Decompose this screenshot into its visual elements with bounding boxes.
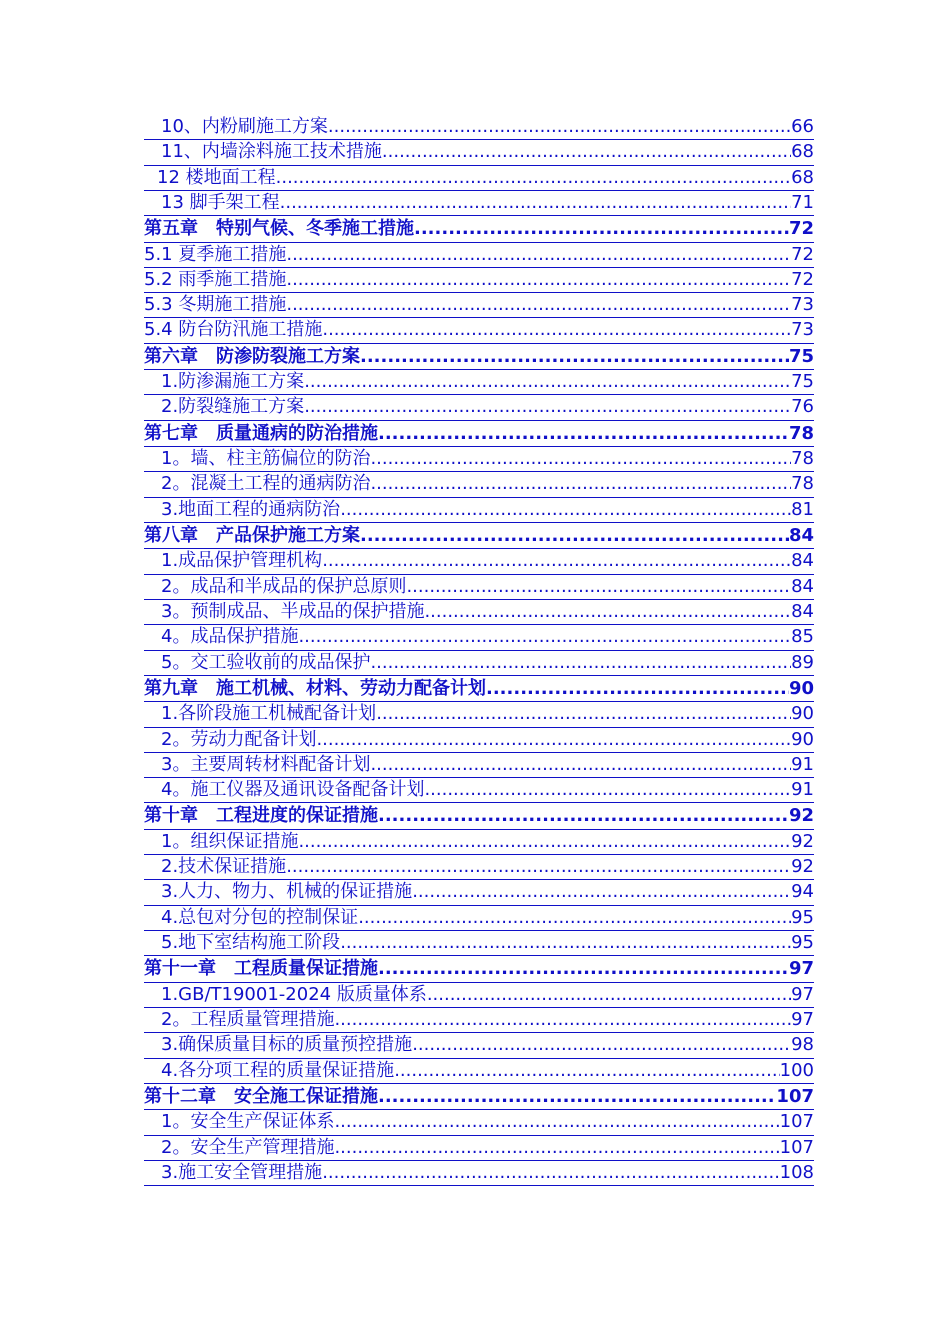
toc-dot-leader: [298, 830, 791, 854]
toc-dot-leader: [286, 268, 791, 292]
toc-section-link[interactable]: [144, 1136, 814, 1161]
toc-dot-leader: [394, 1059, 779, 1083]
toc-dot-leader: [334, 1110, 779, 1134]
toc-page-number: 85: [791, 626, 814, 648]
toc-entry-title: 2.技术保证措施: [161, 856, 287, 878]
toc-page-number: 92: [791, 856, 814, 878]
toc-section-link[interactable]: [144, 1110, 814, 1135]
toc-section-link[interactable]: [144, 1008, 814, 1033]
toc-section-link[interactable]: [144, 370, 814, 395]
toc-dot-leader: [424, 600, 791, 624]
toc-section-link[interactable]: [144, 268, 814, 293]
toc-dot-leader: [414, 216, 789, 242]
toc-dot-leader: [406, 575, 791, 599]
toc-page-number: 72: [791, 243, 814, 265]
toc-section-link[interactable]: [144, 498, 814, 523]
toc-dot-leader: [286, 243, 791, 267]
toc-entry-title: 3。预制成品、半成品的保护措施: [161, 601, 425, 623]
toc-page-number: 107: [779, 1136, 814, 1158]
toc-dot-leader: [378, 956, 789, 982]
toc-section-link[interactable]: [144, 880, 814, 905]
toc-entry-title: 1。墙、柱主筋偏位的防治: [161, 448, 371, 470]
toc-chapter-link[interactable]: [144, 421, 814, 447]
toc-entry-title: 第十二章 安全施工保证措施: [144, 1085, 378, 1107]
toc-page-number: 68: [791, 141, 814, 163]
toc-page-number: 81: [791, 498, 814, 520]
toc-section-link[interactable]: [144, 549, 814, 574]
toc-page-number: 75: [791, 371, 814, 393]
toc-page-number: 78: [791, 473, 814, 495]
toc-entry-title: 2。工程质量管理措施: [161, 1009, 335, 1031]
toc-dot-leader: [382, 140, 791, 164]
toc-page-number: 92: [791, 830, 814, 852]
toc-dot-leader: [378, 803, 789, 829]
toc-entry-title: 11、内墙涂料施工技术措施: [161, 141, 382, 163]
toc-chapter-link[interactable]: [144, 803, 814, 829]
toc-entry-title: 3.确保质量目标的质量预控措施: [161, 1034, 413, 1056]
toc-dot-leader: [360, 523, 789, 549]
toc-page-number: 97: [788, 958, 814, 980]
toc-page-number: 90: [791, 728, 814, 750]
toc-entry-title: 3.地面工程的通病防治: [161, 498, 341, 520]
toc-page-number: 97: [791, 1009, 814, 1031]
toc-entry-title: 4。施工仪器及通讯设备配备计划: [161, 779, 425, 801]
toc-section-link[interactable]: [144, 728, 814, 753]
toc-entry-title: 3.施工安全管理措施: [161, 1161, 323, 1183]
toc-page-number: 75: [788, 345, 814, 367]
toc-dot-leader: [370, 753, 791, 777]
toc-dot-leader: [322, 549, 791, 573]
toc-dot-leader: [322, 1161, 779, 1185]
toc-chapter-link[interactable]: [144, 676, 814, 702]
toc-page-number: 84: [791, 575, 814, 597]
toc-section-link[interactable]: [144, 1033, 814, 1058]
toc-section-link[interactable]: [144, 651, 814, 676]
toc-page-number: 95: [791, 906, 814, 928]
toc-page-number: 92: [788, 805, 814, 827]
toc-entry-title: 第九章 施工机械、材料、劳动力配备计划: [144, 677, 486, 699]
toc-entry-title: 5.2 雨季施工措施: [144, 268, 287, 290]
toc-page-number: 95: [791, 932, 814, 954]
toc-dot-leader: [360, 344, 789, 370]
toc-dot-leader: [378, 1084, 776, 1110]
toc-section-link[interactable]: [144, 702, 814, 727]
toc-section-link[interactable]: [144, 625, 814, 650]
toc-entry-title: 5。交工验收前的成品保护: [161, 651, 371, 673]
toc-page-number: 76: [791, 396, 814, 418]
toc-dot-leader: [316, 728, 791, 752]
toc-section-link[interactable]: [144, 166, 814, 191]
toc-entry-title: 第十一章 工程质量保证措施: [144, 958, 378, 980]
toc-page-number: 84: [791, 601, 814, 623]
toc-page-number: 78: [788, 422, 814, 444]
toc-dot-leader: [340, 498, 791, 522]
toc-entry-title: 第八章 产品保护施工方案: [144, 525, 360, 547]
toc-page-number: 94: [791, 881, 814, 903]
toc-section-link[interactable]: [144, 855, 814, 880]
toc-entry-title: 4。成品保护措施: [161, 626, 299, 648]
toc-section-link[interactable]: [144, 1161, 814, 1186]
toc-dot-leader: [286, 293, 791, 317]
toc-entry-title: 10、内粉刷施工方案: [161, 116, 328, 137]
toc-dot-leader: [370, 472, 791, 496]
toc-page-number: 98: [791, 1034, 814, 1056]
table-of-contents: [144, 115, 814, 1186]
toc-entry-title: 5.3 冬期施工措施: [144, 294, 287, 316]
toc-page-number: 107: [776, 1085, 814, 1107]
toc-entry-title: 5.地下室结构施工阶段: [161, 932, 341, 954]
toc-section-link[interactable]: [144, 318, 814, 343]
toc-page-number: 72: [788, 218, 814, 240]
toc-page-number: 97: [791, 983, 814, 1005]
toc-chapter-link[interactable]: [144, 216, 814, 242]
toc-dot-leader: [412, 1033, 791, 1057]
toc-entry-title: 1.各阶段施工机械配备计划: [161, 703, 377, 725]
toc-dot-leader: [370, 651, 791, 675]
toc-dot-leader: [376, 702, 791, 726]
toc-page-number: 91: [791, 753, 814, 775]
toc-dot-leader: [427, 983, 791, 1007]
toc-section-link[interactable]: [144, 983, 814, 1008]
toc-section-link[interactable]: [144, 191, 814, 216]
toc-section-link[interactable]: [144, 778, 814, 803]
toc-page-number: 72: [791, 268, 814, 290]
toc-chapter-link[interactable]: [144, 344, 814, 370]
toc-page-number: 90: [791, 703, 814, 725]
toc-entry-title: 3。主要周转材料配备计划: [161, 753, 371, 775]
toc-section-link[interactable]: [144, 447, 814, 472]
toc-page-number: 108: [779, 1161, 814, 1183]
toc-section-link[interactable]: [144, 243, 814, 268]
toc-page-number: 78: [791, 448, 814, 470]
toc-page-number: 73: [791, 319, 814, 341]
toc-dot-leader: [424, 778, 791, 802]
toc-dot-leader: [298, 625, 791, 649]
toc-entry-title: 1。组织保证措施: [161, 830, 299, 852]
toc-dot-leader: [370, 447, 791, 471]
toc-dot-leader: [280, 191, 791, 215]
toc-section-link[interactable]: [144, 293, 814, 318]
toc-section-link[interactable]: [144, 140, 814, 165]
toc-chapter-link[interactable]: [144, 523, 814, 549]
toc-dot-leader: [412, 880, 791, 904]
toc-entry-title: 13 脚手架工程: [161, 191, 280, 213]
toc-page-number: 68: [791, 166, 814, 188]
toc-entry-title: 1.成品保护管理机构: [161, 550, 323, 572]
toc-entry-title: 1.GB/T19001-2024 版质量体系: [161, 983, 427, 1005]
toc-dot-leader: [378, 421, 789, 447]
toc-page-number: 84: [788, 525, 814, 547]
toc-entry-title: 3.人力、物力、机械的保证措施: [161, 881, 413, 903]
toc-entry-title: 2。成品和半成品的保护总原则: [161, 575, 407, 597]
toc-entry-title: 4.各分项工程的质量保证措施: [161, 1059, 395, 1081]
toc-dot-leader: [340, 931, 791, 955]
toc-section-link[interactable]: [144, 906, 814, 931]
toc-section-link[interactable]: [144, 1059, 814, 1084]
toc-entry-title: 1。安全生产保证体系: [161, 1111, 335, 1133]
toc-page-number: 84: [791, 550, 814, 572]
toc-entry-title: 2。劳动力配备计划: [161, 728, 317, 750]
toc-entry-title: 第六章 防渗防裂施工方案: [144, 345, 360, 367]
toc-section-link[interactable]: [144, 931, 814, 956]
toc-dot-leader: [334, 1136, 779, 1160]
toc-entry-title: 第五章 特别气候、冬季施工措施: [144, 218, 414, 240]
toc-page-number: 100: [779, 1059, 814, 1081]
toc-section-link[interactable]: [144, 115, 814, 140]
toc-entry-title: 4.总包对分包的控制保证: [161, 906, 359, 928]
toc-dot-leader: [304, 370, 791, 394]
toc-chapter-link[interactable]: [144, 956, 814, 982]
toc-chapter-link[interactable]: [144, 1084, 814, 1110]
toc-dot-leader: [358, 906, 791, 930]
toc-dot-leader: [286, 855, 791, 879]
toc-entry-title: 2.防裂缝施工方案: [161, 396, 305, 418]
toc-dot-leader: [276, 166, 791, 190]
toc-section-link[interactable]: [144, 830, 814, 855]
toc-dot-leader: [486, 676, 789, 702]
toc-entry-title: 第十章 工程进度的保证措施: [144, 805, 378, 827]
toc-section-link[interactable]: [144, 600, 814, 625]
toc-entry-title: 第七章 质量通病的防治措施: [144, 422, 378, 444]
toc-entry-title: 12 楼地面工程: [157, 166, 276, 188]
toc-section-link[interactable]: [144, 575, 814, 600]
toc-entry-title: 1.防渗漏施工方案: [161, 371, 305, 393]
toc-page-number: 66: [791, 116, 814, 137]
toc-page-number: 89: [791, 651, 814, 673]
toc-section-link[interactable]: [144, 395, 814, 420]
toc-entry-title: 2。安全生产管理措施: [161, 1136, 335, 1158]
toc-page-number: 71: [791, 191, 814, 213]
toc-entry-title: 5.1 夏季施工措施: [144, 243, 287, 265]
toc-entry-title: 5.4 防台防汛施工措施: [144, 319, 323, 341]
toc-entry-title: 2。混凝土工程的通病防治: [161, 473, 371, 495]
toc-dot-leader: [328, 115, 791, 139]
toc-page-number: 90: [788, 677, 814, 699]
toc-section-link[interactable]: [144, 472, 814, 497]
toc-section-link[interactable]: [144, 753, 814, 778]
toc-page-number: 107: [779, 1111, 814, 1133]
toc-dot-leader: [322, 318, 791, 342]
toc-page-number: 91: [791, 779, 814, 801]
toc-dot-leader: [334, 1008, 791, 1032]
toc-page-number: 73: [791, 294, 814, 316]
toc-dot-leader: [304, 395, 791, 419]
